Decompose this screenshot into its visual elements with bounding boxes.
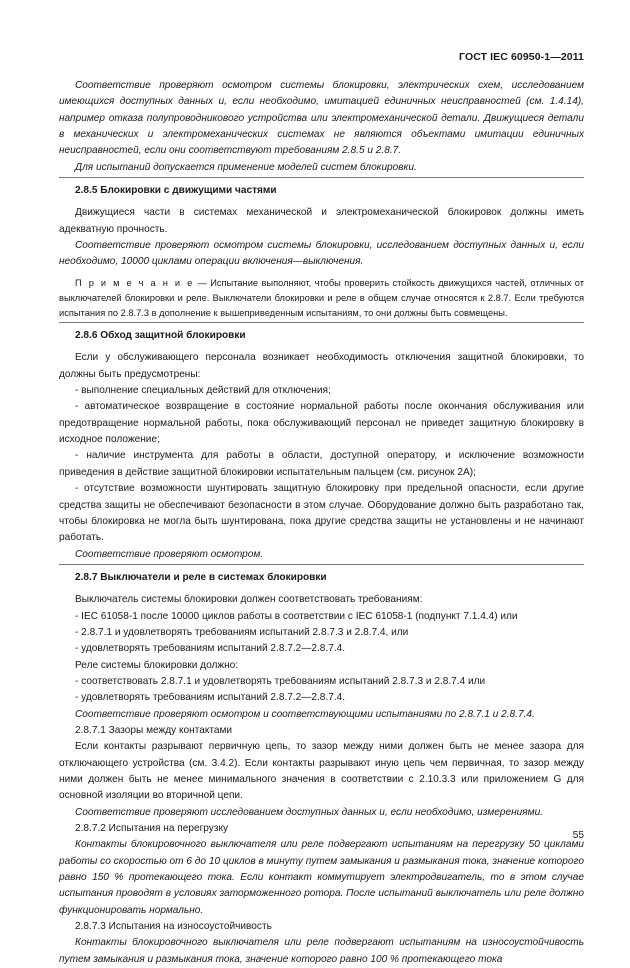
page-number: 55 [572, 830, 584, 841]
note-text: — Испытание выполняют, чтобы проверить стойкость движущихся частей, отличных от выключателей блокировки и реле. Выключатели блокировки и реле в общем случае относятся к 2.8.7. Если требуются испытания по 2.8.7.3 в дополнение к вышеприведенным испытаниям, то они должны быть совмещены. [59, 277, 584, 318]
paragraph: Соответствие проверяют осмотром системы блокировки, электрических схем, исследованием имеющихся доступных данных и, если необходимо, имитацией единичных неисправностей (см. 1.4.14), например отказа полупроводникового устройства или электромеханической детали. Движущиеся детали в механических и электромеханических системах не являются объектами имитации единичных неисправностей, если они соответствуют требованиям 2.8.5 и 2.8.7. [59, 80, 584, 157]
section-heading: 2.8.5 Блокировки с движущими частями [75, 185, 277, 197]
list-item: - наличие инструмента для работы в области, доступной оператору, и исключение возможности приведения в действие защитной блокировки испытательным пальцем (см. рисунок 2А); [59, 450, 584, 478]
document-body [59, 78, 584, 968]
list-item: - автоматическое возвращение в состояние нормальной работы после окончания обслуживания или предотвращение нормальной работы, пока обслуживающий персонал не приведет защитную блокировку в исходное положение; [59, 401, 584, 446]
paragraph: Если контакты разрывают первичную цепь, то зазор между ними должен быть не менее зазора для отключающего устройства (см. 3.4.2). Если контакты разрывают иную цепь чем первичная, то зазор между ними должен быть не менее минимального значения в соответствии с 2.10.3.3 или приложением G для основной изоляции во вторичной цепи. [59, 741, 584, 802]
note-label: П р и м е ч а н и е [75, 277, 195, 288]
section-heading: 2.8.6 Обход защитной блокировки [75, 330, 246, 342]
paragraph: Соответствие проверяют осмотром. [75, 548, 264, 560]
section-divider [59, 322, 584, 323]
paragraph: Контакты блокировочного выключателя или реле подвергают испытаниям на износоустойчивость путем замыкания и размыкания тока, значение которого равно 100 % протекающего тока [59, 937, 584, 965]
list-item: - 2.8.7.1 и удовлетворять требованиям испытаний 2.8.7.3 и 2.8.7.4, или [75, 626, 409, 638]
section-divider [59, 564, 584, 565]
section-divider [59, 177, 584, 178]
paragraph: Контакты блокировочного выключателя или реле подвергают испытаниям на перегрузку 50 циклами работы со скоростью от 6 до 10 циклов в минуту путем замыкания и размыкания тока, значение которого равно 150 % протекающего тока. Если контакт коммутирует электродвигатель, то в этом случае испытания проводят в условиях заторможенного ротора. После испытаний выключатель или реле должно функционировать нормально. [59, 839, 584, 916]
paragraph: Соответствие проверяют осмотром и соответствующими испытаниями по 2.8.7.1 и 2.8.7.4. [75, 708, 535, 720]
subsection-heading: 2.8.7.1 Зазоры между контактами [75, 724, 233, 736]
paragraph: Соответствие проверяют исследованием доступных данных и, если необходимо, измерениями. [75, 806, 543, 818]
list-item: - удовлетворять требованиям испытаний 2.8.7.2—2.8.7.4. [75, 643, 346, 655]
paragraph: Соответствие проверяют осмотром системы блокировки, исследованием доступных данных и, если необходимо, 10000 циклами операции включения—выключения. [59, 240, 584, 268]
paragraph: Выключатель системы блокировки должен соответствовать требованиям: [75, 594, 423, 606]
list-item: - удовлетворять требованиям испытаний 2.8.7.2—2.8.7.4. [75, 692, 346, 704]
subsection-heading: 2.8.7.2 Испытания на перегрузку [75, 823, 229, 835]
list-item: - IEC 61058-1 после 10000 циклов работы в соответствии с IEC 61058-1 (подпункт 7.1.4.4) или [75, 610, 518, 622]
subsection-heading: 2.8.7.3 Испытания на износоустойчивость [75, 921, 272, 933]
list-item: - соответствовать 2.8.7.1 и удовлетворять требованиям испытаний 2.8.7.3 и 2.8.7.4 или [75, 675, 486, 687]
note-paragraph [59, 276, 584, 321]
list-item: - отсутствие возможности шунтировать защитную блокировку при предельной опасности, если другие средства защиты не обеспечивают безопасности в этом случае. Оборудование должно быть разработано так, чтобы блокировка не могла быть шунтирована, пока другие средства защиты не установлены и не начинают работать. [59, 483, 584, 544]
paragraph: Если у обслуживающего персонала возникает необходимость отключения защитной блокировки, то должны быть предусмотрены: [59, 352, 584, 380]
section-heading: 2.8.7 Выключатели и реле в системах блокировки [75, 571, 327, 583]
paragraph: Движущиеся части в системах механической и электромеханической блокировок должны иметь адекватную прочность. [59, 207, 584, 235]
list-item: - выполнение специальных действий для отключения; [75, 385, 331, 397]
standard-header: ГОСТ IEC 60950-1—2011 [459, 51, 584, 63]
paragraph: Реле системы блокировки должно: [75, 659, 239, 671]
paragraph: Для испытаний допускается применение моделей систем блокировки. [75, 161, 417, 173]
